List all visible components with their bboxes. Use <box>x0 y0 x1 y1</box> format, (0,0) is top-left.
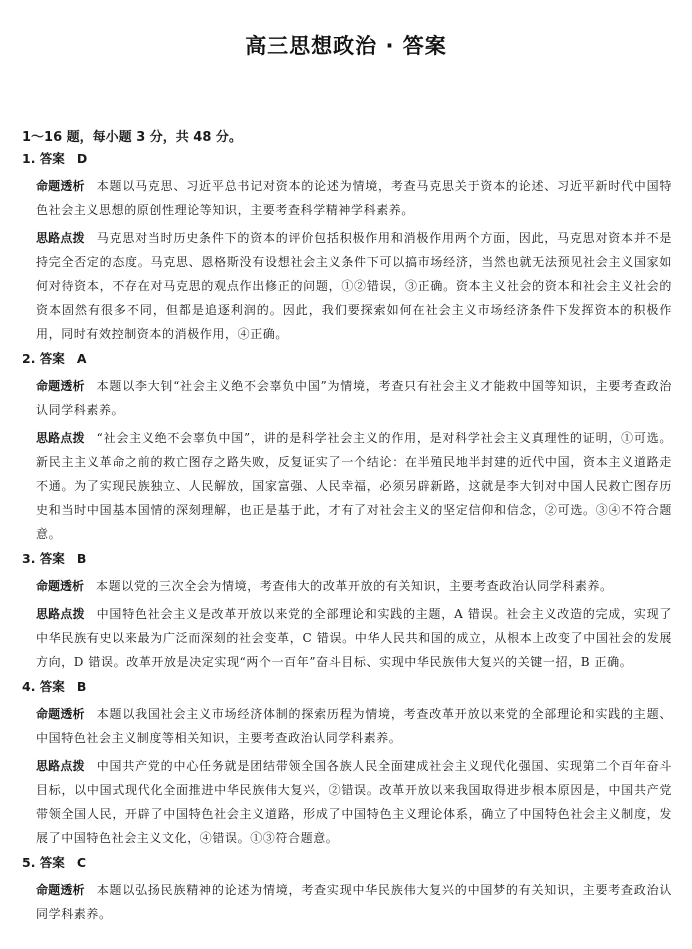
tips-label: 思路点拨 <box>36 759 85 773</box>
tips-label: 思路点拨 <box>36 431 85 445</box>
tips-label: 思路点拨 <box>36 607 85 621</box>
analysis-paragraph <box>22 878 672 926</box>
question-header <box>22 550 672 568</box>
question-header <box>22 350 672 368</box>
tips-paragraph <box>22 226 672 346</box>
question-number: 4. 答案 <box>22 679 65 694</box>
answer-letter: A <box>76 351 87 366</box>
question-4 <box>22 678 672 850</box>
analysis-text: 本题以党的三次全会为情境，考查伟大的改革开放的有关知识，主要考查政治认同学科素养。 <box>96 579 613 593</box>
analysis-label: 命题透析 <box>36 579 85 593</box>
analysis-text: 本题以马克思、习近平总书记对资本的论述为情境，考查马克思关于资本的论述、习近平新时代中国特色社会主义思想的原创性理论等知识，主要考查科学精神学科素养。 <box>36 179 672 217</box>
analysis-paragraph <box>22 574 672 598</box>
analysis-text: 本题以李大钊“社会主义绝不会辜负中国”为情境，考查只有社会主义才能救中国等知识，主要考查政治认同学科素养。 <box>36 379 672 417</box>
tips-text: 中国特色社会主义是改革开放以来党的全部理论和实践的主题，A 错误。社会主义改造的完成，实现了中华民族有史以来最为广泛而深刻的社会变革，C 错误。中华人民共和国的成立，从根本上改变了中国社会的发展方向，D 错误。改革开放是决定实现“两个一百年”奋斗目标、实现中华民族伟大复兴的关键一招，B 正确。 <box>36 607 672 669</box>
question-number: 5. 答案 <box>22 855 65 870</box>
answers-content <box>22 150 672 930</box>
section-intro: 1～16 题，每小题 3 分，共 48 分。 <box>22 130 242 145</box>
tips-label: 思路点拨 <box>36 231 85 245</box>
question-5 <box>22 854 672 926</box>
answer-letter: C <box>76 855 86 870</box>
question-number: 1. 答案 <box>22 151 65 166</box>
answer-letter: B <box>76 551 87 566</box>
analysis-label: 命题透析 <box>36 883 85 897</box>
tips-paragraph <box>22 754 672 850</box>
question-2 <box>22 350 672 546</box>
answer-letter: B <box>76 679 87 694</box>
analysis-paragraph <box>22 374 672 422</box>
answer-letter: D <box>76 151 88 166</box>
analysis-text: 本题以我国社会主义市场经济体制的探索历程为情境，考查改革开放以来党的全部理论和实践的主题、中国特色社会主义制度等相关知识，主要考查政治认同学科素养。 <box>36 707 672 745</box>
analysis-label: 命题透析 <box>36 707 85 721</box>
page-title: 高三思想政治 · 答案 <box>245 34 447 58</box>
tips-text: 马克思对当时历史条件下的资本的评价包括积极作用和消极作用两个方面，因此，马克思对资本并不是持完全否定的态度。马克思、恩格斯没有设想社会主义条件下可以搞市场经济，当然也就无法预见社会主义国家如何对待资本，不存在对马克思的观点作出修正的问题，①②错误，③正确。资本主义社会的资本和社会主义社会的资本固然有很多不同，但都是追逐利润的。因此，我们要探索如何在社会主义市场经济条件下发挥资本的积极作用，同时有效控制资本的消极作用，④正确。 <box>36 231 672 341</box>
analysis-paragraph <box>22 174 672 222</box>
analysis-text: 本题以弘扬民族精神的论述为情境，考查实现中华民族伟大复兴的中国梦的有关知识，主要考查政治认同学科素养。 <box>36 883 672 921</box>
tips-text: “社会主义绝不会辜负中国”，讲的是科学社会主义的作用，是对科学社会主义真理性的证明，①可选。新民主主义革命之前的救亡图存之路失败，反复证实了一个结论：在半殖民地半封建的近代中国，资本主义道路走不通。为了实现民族独立、人民解放，国家富强、人民幸福，必须另辟新路，这就是李大钊对中国人民救亡图存历史和当时中国基本国情的深刻理解，也正是基于此，才有了对社会主义的坚定信仰和信念，②可选。③④不符合题意。 <box>36 431 672 541</box>
question-header <box>22 678 672 696</box>
question-number: 2. 答案 <box>22 351 65 366</box>
tips-paragraph <box>22 602 672 674</box>
tips-text: 中国共产党的中心任务就是团结带领全国各族人民全面建成社会主义现代化强国、实现第二个百年奋斗目标，以中国式现代化全面推进中华民族伟大复兴，②错误。改革开放以来我国取得进步根本原因是，中国共产党带领全国人民，开辟了中国特色社会主义道路，形成了中国特色主义理论体系，确立了中国特色社会主义制度，发展了中国特色社会主义文化，④错误。①③符合题意。 <box>36 759 672 845</box>
question-1 <box>22 150 672 346</box>
question-header <box>22 854 672 872</box>
question-number: 3. 答案 <box>22 551 65 566</box>
analysis-label: 命题透析 <box>36 179 85 193</box>
analysis-label: 命题透析 <box>36 379 85 393</box>
question-3 <box>22 550 672 674</box>
tips-paragraph <box>22 426 672 546</box>
analysis-paragraph <box>22 702 672 750</box>
question-header <box>22 150 672 168</box>
